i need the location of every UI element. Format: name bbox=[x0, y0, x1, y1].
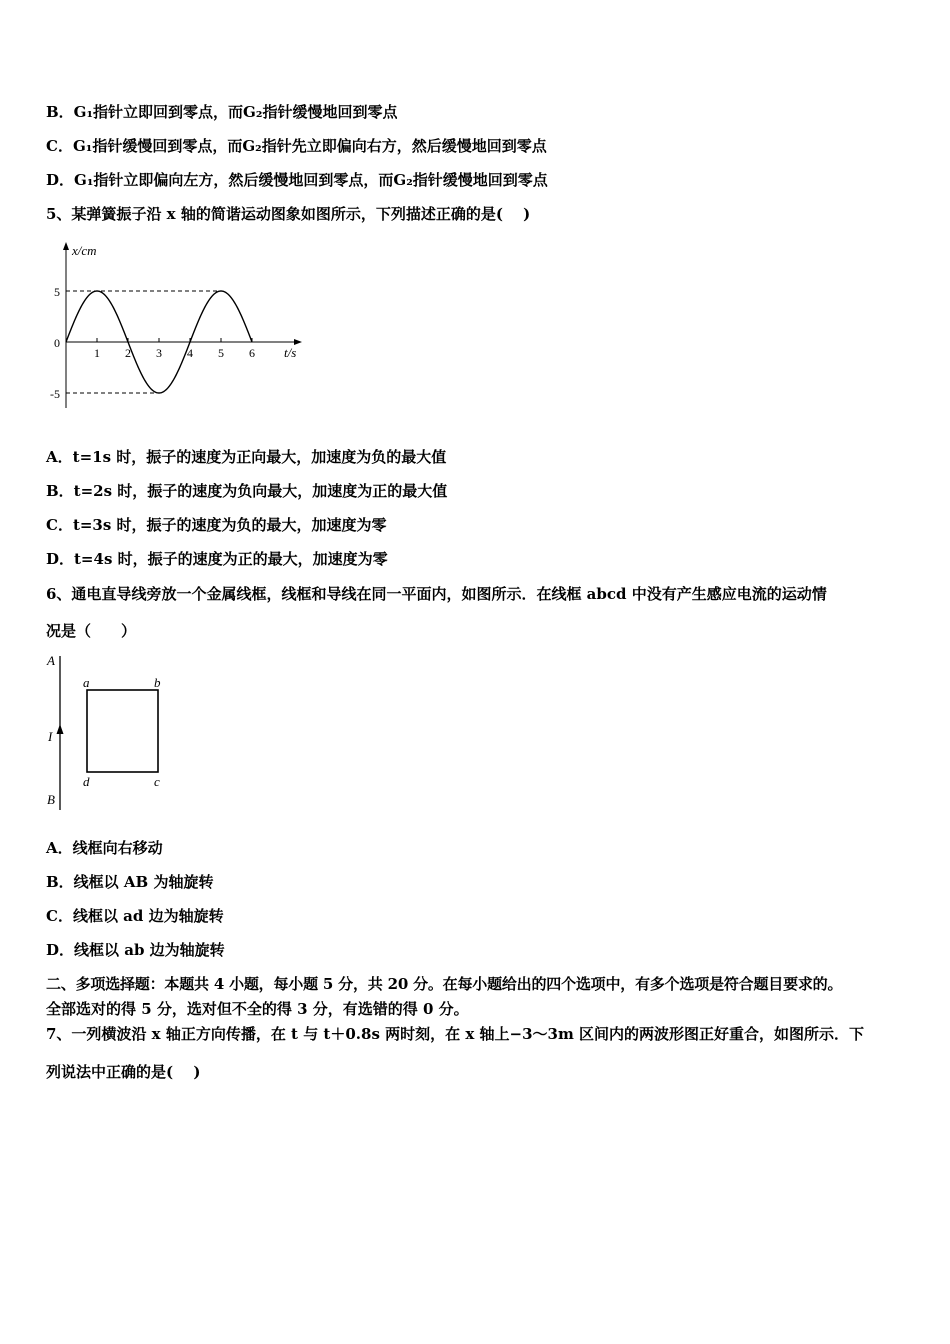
y-tick-label-0: 0 bbox=[54, 336, 60, 350]
label-c: c bbox=[154, 774, 160, 789]
y-axis-arrow bbox=[63, 242, 69, 250]
q6-stem-line2: 况是（ ） bbox=[46, 622, 137, 640]
label-a: a bbox=[83, 675, 90, 690]
x-tick-label-6: 6 bbox=[249, 346, 255, 360]
shm-displacement-chart bbox=[46, 238, 316, 418]
label-I: I bbox=[48, 729, 53, 744]
q7-line2: 列说法中正确的是( ) bbox=[46, 1063, 201, 1081]
label-d: d bbox=[83, 774, 90, 789]
q4-option-b: B．G₁指针立即回到零点，而G₂指针缓慢地回到零点 bbox=[46, 103, 398, 121]
y-axis-label: x/cm bbox=[72, 243, 97, 258]
section2-line2: 全部选对的得 5 分，选对但不全的得 3 分，有选错的得 0 分。 bbox=[46, 1000, 469, 1018]
x-tick-label-3: 3 bbox=[156, 346, 162, 360]
wire-frame-figure bbox=[46, 652, 176, 814]
q4-option-d: D．G₁指针立即偏向左方，然后缓慢地回到零点，而G₂指针缓慢地回到零点 bbox=[46, 171, 548, 189]
q5-option-b: B．t=2s 时，振子的速度为负向最大，加速度为正的最大值 bbox=[46, 482, 448, 500]
x-tick-label-1: 1 bbox=[94, 346, 100, 360]
section2-line1: 二、多项选择题：本题共 4 小题，每小题 5 分，共 20 分。在每小题给出的四个选项中，有多个选项是符合题目要求的。 bbox=[46, 975, 843, 993]
x-axis-label: t/s bbox=[284, 345, 297, 360]
q6-option-c: C．线框以 ad 边为轴旋转 bbox=[46, 907, 224, 925]
q5-option-c: C．t=3s 时，振子的速度为负的最大，加速度为零 bbox=[46, 516, 387, 534]
q6-option-b: B．线框以 AB 为轴旋转 bbox=[46, 873, 214, 891]
q5-option-a: A．t=1s 时，振子的速度为正向最大，加速度为负的最大值 bbox=[46, 448, 447, 466]
x-tick-label-2: 2 bbox=[125, 346, 131, 360]
q6-stem-line1: 6、通电直导线旁放一个金属线框，线框和导线在同一平面内，如图所示．在线框 abcd 中没有产生感应电流的运动情 bbox=[46, 585, 827, 603]
current-arrow-icon bbox=[57, 724, 64, 734]
q5-stem: 5、某弹簧振子沿 x 轴的简谐运动图象如图所示，下列描述正确的是( ) bbox=[46, 205, 531, 223]
q4-option-c: C．G₁指针缓慢回到零点，而G₂指针先立即偏向右方，然后缓慢地回到零点 bbox=[46, 137, 547, 155]
x-tick-label-4: 4 bbox=[187, 346, 193, 360]
x-tick-label-5: 5 bbox=[218, 346, 224, 360]
q5-option-d: D．t=4s 时，振子的速度为正的最大，加速度为零 bbox=[46, 550, 388, 568]
y-tick-label-5: 5 bbox=[54, 285, 60, 299]
label-A: A bbox=[47, 653, 55, 668]
q6-option-a: A．线框向右移动 bbox=[46, 839, 163, 857]
y-tick-label-neg5: -5 bbox=[50, 387, 60, 401]
label-b: b bbox=[154, 675, 161, 690]
q6-option-d: D．线框以 ab 边为轴旋转 bbox=[46, 941, 225, 959]
label-B: B bbox=[47, 792, 55, 807]
q7-line1: 7、一列横波沿 x 轴正方向传播，在 t 与 t＋0.8s 两时刻，在 x 轴上−3～3m 区间内的两波形图正好重合，如图所示．下 bbox=[46, 1025, 865, 1043]
metal-frame-abcd bbox=[87, 690, 158, 772]
